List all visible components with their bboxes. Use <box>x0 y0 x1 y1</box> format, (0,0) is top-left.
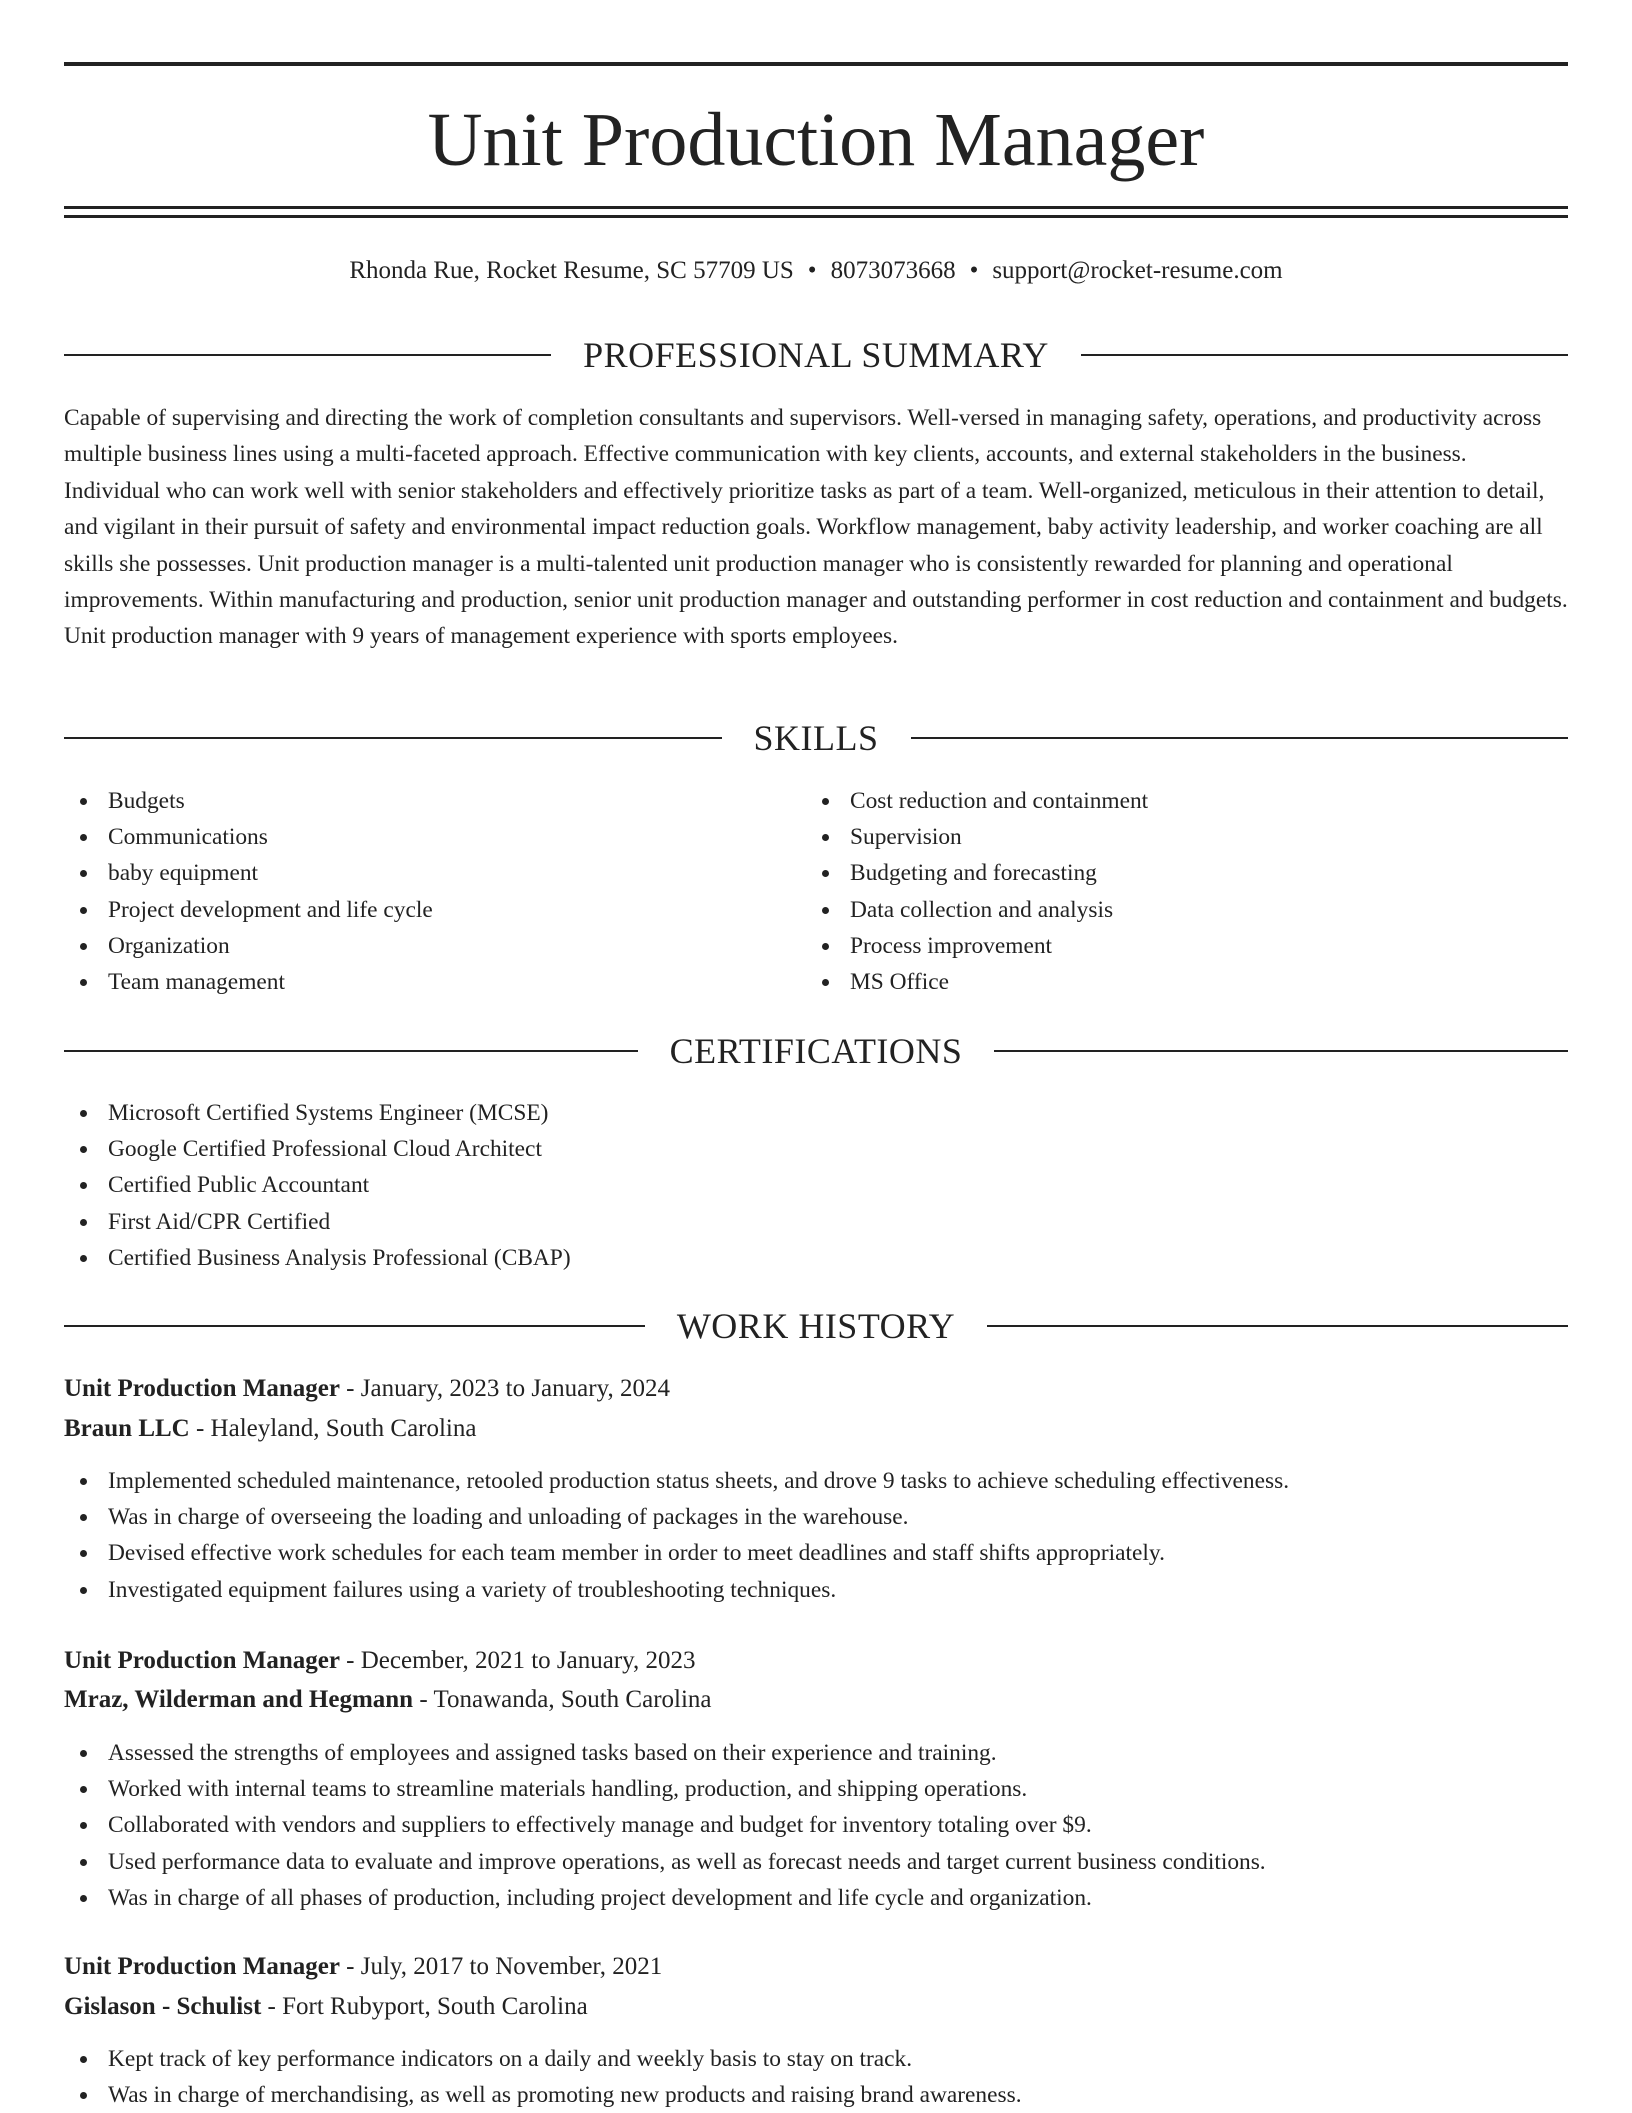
skill-item: Process improvement <box>806 928 1148 964</box>
summary-text: Capable of supervising and directing the work of completion consultants and supervisors. Well-versed in managing safety, operations, and productivity across multiple business lines using a multi-faceted approach. Effective communication with key clients, accounts, and external stakeholders in the business. Individual who can work well with senior stakeholders and effectively prioritize tasks as part of a team. Well-organized, meticulous in their attention to detail, and vigilant in their pursuit of safety and environmental impact reduction goals. Workflow management, baby activity leadership, and worker coaching are all skills she possesses. Unit production manager is a multi-talented unit production manager who is consistently rewarded for planning and operational improvements. Within manufacturing and production, senior unit production manager and outstanding performer in cost reduction and containment and budgets. Unit production manager with 9 years of management experience with sports employees. <box>64 405 1568 650</box>
job-company: Gislason - Schulist <box>64 1993 262 2020</box>
job-dates: - January, 2023 to January, 2024 <box>339 1375 670 1402</box>
divider-line <box>994 1050 1568 1052</box>
job-location: - Fort Rubyport, South Carolina <box>261 1993 588 2020</box>
skill-item: Communications <box>64 819 433 855</box>
job-title: Unit Production Manager <box>64 1953 340 1980</box>
divider-line <box>64 354 551 356</box>
job-duties-list <box>64 1463 1289 1608</box>
skill-item: Budgeting and forecasting <box>806 855 1148 891</box>
contact-line <box>64 254 1568 288</box>
skill-item: Cost reduction and containment <box>806 783 1148 819</box>
skill-item: Budgets <box>64 783 433 819</box>
job-location: - Tonawanda, South Carolina <box>413 1686 712 1713</box>
job-dates: - July, 2017 to November, 2021 <box>339 1953 663 1980</box>
certification-item: First Aid/CPR Certified <box>64 1204 571 1240</box>
certification-item: Certified Public Accountant <box>64 1167 571 1203</box>
job-company-line <box>64 1680 1568 1720</box>
certification-item: Certified Business Analysis Professional (CBAP) <box>64 1240 571 1276</box>
job-duty: Was in charge of merchandising, as well as promoting new products and raising brand awareness. <box>64 2077 1022 2113</box>
certifications-list <box>64 1095 571 1276</box>
job-duty: Was in charge of overseeing the loading and unloading of packages in the warehouse. <box>64 1499 1289 1535</box>
certification-item: Microsoft Certified Systems Engineer (MCSE) <box>64 1095 571 1131</box>
skill-item: Project development and life cycle <box>64 892 433 928</box>
contact-address: Rhonda Rue, Rocket Resume, SC 57709 US <box>349 257 794 284</box>
job-title-line <box>64 1641 1568 1681</box>
skill-item: MS Office <box>806 964 1148 1000</box>
job-duty: Kept track of key performance indicators on a daily and weekly basis to stay on track. <box>64 2041 1022 2077</box>
divider-line <box>64 1325 645 1327</box>
job-company: Mraz, Wilderman and Hegmann <box>64 1686 414 1713</box>
skill-item: Organization <box>64 928 433 964</box>
job-duties-list <box>64 2041 1022 2113</box>
contact-separator: • <box>807 257 817 284</box>
work-heading: WORK HISTORY <box>676 1306 956 1346</box>
divider-line <box>911 737 1569 739</box>
job-title-line <box>64 1369 1568 1409</box>
job-duties-list <box>64 1735 1266 1916</box>
job-duty: Implemented scheduled maintenance, retooled production status sheets, and drove 9 tasks to achieve scheduling effectiveness. <box>64 1463 1289 1499</box>
job-duty: Used performance data to evaluate and improve operations, as well as forecast needs and target current business conditions. <box>64 1844 1266 1880</box>
header-double-rule <box>64 206 1568 218</box>
header-top-rule <box>64 62 1568 66</box>
skill-item: Team management <box>64 964 433 1000</box>
skill-item: Data collection and analysis <box>806 892 1148 928</box>
job-dates: - December, 2021 to January, 2023 <box>339 1647 696 1674</box>
divider-line <box>1081 354 1568 356</box>
job-location: - Haleyland, South Carolina <box>189 1415 477 1442</box>
skills-section-heading <box>64 716 1568 760</box>
certification-item: Google Certified Professional Cloud Architect <box>64 1131 571 1167</box>
summary-heading: PROFESSIONAL SUMMARY <box>583 335 1049 375</box>
summary-section-heading <box>64 333 1568 377</box>
skill-item: Supervision <box>806 819 1148 855</box>
contact-separator: • <box>969 257 979 284</box>
certifications-heading: CERTIFICATIONS <box>669 1031 963 1071</box>
resume-title: Unit Production Manager <box>427 98 1205 182</box>
skills-list-right <box>806 783 1148 1000</box>
skills-heading: SKILLS <box>753 718 879 758</box>
contact-phone: 8073073668 <box>830 257 956 284</box>
job-title: Unit Production Manager <box>64 1647 340 1674</box>
skills-list-left <box>64 783 433 1000</box>
divider-line <box>987 1325 1568 1327</box>
skill-item: baby equipment <box>64 855 433 891</box>
job-title: Unit Production Manager <box>64 1375 340 1402</box>
contact-email: support@rocket-resume.com <box>992 257 1283 284</box>
job-company: Braun LLC <box>64 1415 190 1442</box>
job-duty: Was in charge of all phases of production, including project development and life cycle and organization. <box>64 1880 1266 1916</box>
job-company-line <box>64 1409 1568 1449</box>
job-duty: Worked with internal teams to streamline materials handling, production, and shipping operations. <box>64 1771 1266 1807</box>
certifications-section-heading <box>64 1029 1568 1073</box>
divider-line <box>64 1050 638 1052</box>
job-duty: Investigated equipment failures using a variety of troubleshooting techniques. <box>64 1572 1289 1608</box>
job-duty: Collaborated with vendors and suppliers to effectively manage and budget for inventory totaling over $9. <box>64 1807 1266 1843</box>
job-duty: Devised effective work schedules for each team member in order to meet deadlines and staff shifts appropriately. <box>64 1535 1289 1571</box>
job-title-line <box>64 1947 1568 1987</box>
divider-line <box>64 737 722 739</box>
work-section-heading <box>64 1304 1568 1348</box>
job-company-line <box>64 1987 1568 2027</box>
job-duty: Assessed the strengths of employees and assigned tasks based on their experience and training. <box>64 1735 1266 1771</box>
